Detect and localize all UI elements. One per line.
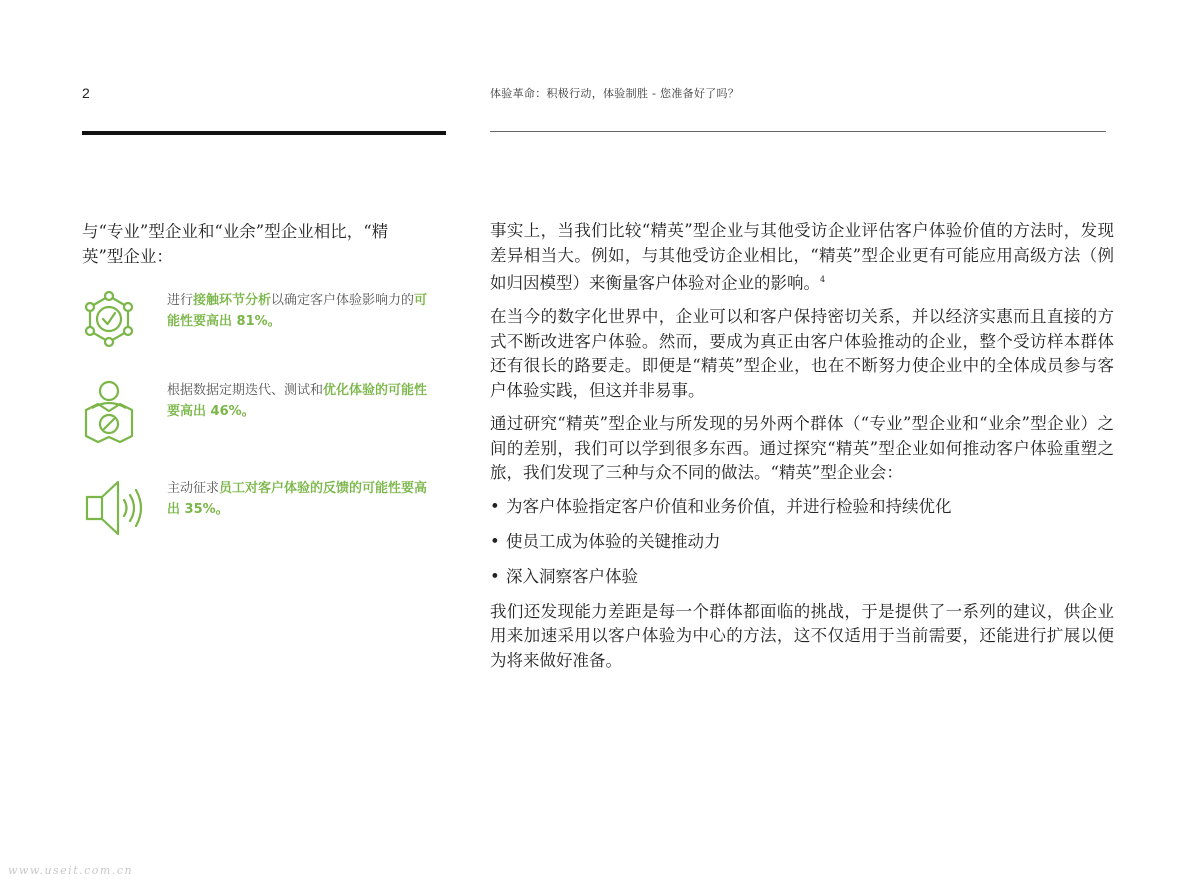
stat-item-touchpoint	[82, 290, 452, 370]
hexagon-check-icon	[82, 290, 136, 354]
left-divider	[82, 131, 446, 135]
stat-item-optimize	[82, 380, 452, 460]
bullet-list	[490, 495, 1114, 589]
list-item: • 为客户体验指定客户价值和业务价值，并进行检验和持续优化	[490, 495, 1114, 519]
right-divider	[490, 131, 1106, 132]
list-item: • 使员工成为体验的关键推动力	[490, 530, 1114, 554]
footnote-marker[interactable]: 4	[820, 275, 826, 284]
paragraph: 事实上，当我们比较“精英”型企业与其他受访企业评估客户体验价值的方法时，发现差异相当大。例如，与其他受访企业相比，“精英”型企业更有可能应用高级方法（例如归因模型）来衡量客户体验对企业的影响。$^4$	[490, 221, 1114, 293]
stat-item-feedback	[82, 478, 452, 558]
body-text	[490, 219, 1114, 682]
page-number: 2	[82, 85, 90, 101]
stat-text: 进行接触环节分析以确定客户体验影响力的可能性要高出 81%。	[167, 293, 428, 329]
left-heading: 与“专业”型企业和“业余”型企业相比，“精英”型企业：	[82, 222, 389, 266]
stat-text: 主动征求员工对客户体验的反馈的可能性要高出 35%。	[167, 481, 428, 517]
paragraph: 我们还发现能力差距是每一个群体都面临的挑战，于是提供了一系列的建议，供企业用来加速采用以客户体验为中心的方法，这不仅适用于当前需要，还能进行扩展以便为将来做好准备。	[490, 601, 1114, 670]
person-gear-icon	[82, 380, 136, 448]
paragraph: 在当今的数字化世界中，企业可以和客户保持密切关系，并以经济实惠而且直接的方式不断改进客户体验。然而，要成为真正由客户体验推动的企业，整个受访样本群体还有很长的路要走。即便是“精英”型企业，也在不断努力使企业中的全体成员参与客户体验实践，但这并非易事。	[490, 307, 1114, 400]
list-item: • 深入洞察客户体验	[490, 565, 1114, 589]
paragraph: 通过研究“精英”型企业与所发现的另外两个群体（“专业”型企业和“业余”型企业）之间的差别，我们可以学到很多东西。通过探究“精英”型企业如何推动客户体验重塑之旅，我们发现了三种与众不同的做法。“精英”型企业会：	[490, 414, 1114, 482]
watermark: www.useit.com.cn	[8, 864, 134, 877]
speaker-icon	[82, 478, 148, 542]
stat-text: 根据数据定期迭代、测试和优化体验的可能性要高出 46%。	[167, 383, 428, 419]
running-title: 体验革命：积极行动，体验制胜 - 您准备好了吗？	[490, 87, 740, 100]
